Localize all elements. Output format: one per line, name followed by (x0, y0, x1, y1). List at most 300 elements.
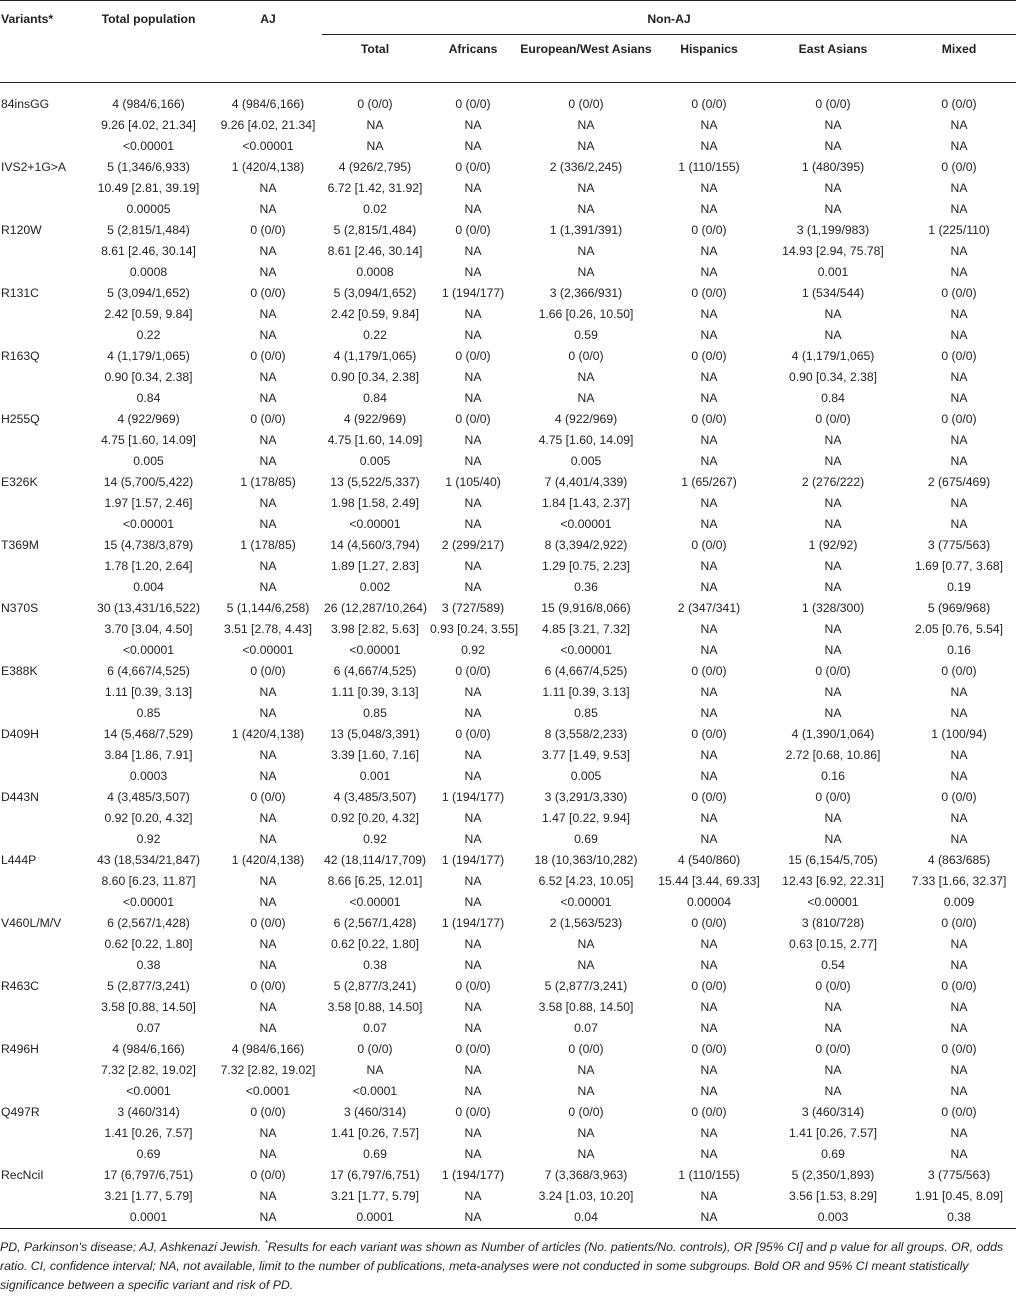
table-row (0, 703, 1016, 724)
p-value-cell: NA (700, 1210, 718, 1224)
p-value-cell: NA (464, 832, 482, 846)
count-cell: 5 (2,877/3,241) (333, 979, 417, 993)
or-ci-cell: NA (259, 244, 277, 258)
p-value-cell: 0.003 (817, 1210, 849, 1224)
p-value-cell: 0.19 (947, 580, 971, 594)
count-cell: 1 (420/4,138) (231, 727, 305, 741)
count-cell: 15 (6,154/5,705) (788, 853, 878, 867)
empty-cell (0, 766, 83, 787)
p-value-cell: NA (259, 202, 277, 216)
count-cell: 0 (0/0) (250, 1168, 286, 1182)
table-row (0, 661, 1016, 682)
empty-cell (0, 325, 83, 346)
or-ci-cell: NA (259, 1189, 277, 1203)
count-cell: 3 (775/563) (927, 1168, 991, 1182)
p-value-cell: 0.59 (574, 328, 598, 342)
count-cell: 0 (0/0) (941, 916, 977, 930)
count-cell: 4 (984/6,166) (231, 97, 305, 111)
col-header-east-asians: East Asians (798, 42, 868, 56)
table-row (0, 808, 1016, 829)
empty-cell (0, 1207, 83, 1229)
table-row (0, 934, 1016, 955)
or-ci-cell: NA (366, 118, 384, 132)
count-cell: 6 (4,667/4,525) (107, 664, 190, 678)
p-value-cell: NA (700, 769, 718, 783)
p-value-cell: 0.38 (363, 958, 387, 972)
count-cell: 0 (0/0) (691, 97, 727, 111)
or-ci-cell: NA (700, 1063, 718, 1077)
or-ci-cell: NA (824, 1000, 842, 1014)
count-cell: 1 (420/4,138) (231, 160, 305, 174)
p-value-cell: NA (259, 517, 277, 531)
p-value-cell: <0.0001 (126, 1084, 171, 1098)
table-row (0, 745, 1016, 766)
count-cell: 0 (0/0) (815, 412, 851, 426)
p-value-cell: 0.38 (136, 958, 161, 972)
count-cell: 0 (0/0) (568, 1105, 604, 1119)
count-cell: 0 (0/0) (568, 97, 604, 111)
or-ci-cell: NA (700, 496, 718, 510)
count-cell: 0 (0/0) (455, 1105, 491, 1119)
p-value-cell: NA (259, 1021, 277, 1035)
or-ci-cell: NA (950, 685, 968, 699)
or-ci-cell: 2.42 [0.59, 9.84] (104, 307, 193, 321)
table-row (0, 1039, 1016, 1060)
count-cell: 18 (10,363/10,282) (534, 853, 638, 867)
empty-cell (0, 136, 83, 157)
or-ci-cell: NA (464, 748, 482, 762)
p-value-cell: <0.00001 (349, 517, 401, 531)
count-cell: 4 (922/969) (117, 412, 180, 426)
table-row (0, 682, 1016, 703)
variant-name: RecNciI (1, 1168, 44, 1182)
empty-cell (0, 262, 83, 283)
or-ci-cell: 4.75 [1.60, 14.09] (538, 433, 634, 447)
or-ci-cell: 8.61 [2.46, 30.14] (101, 244, 196, 258)
or-ci-cell: NA (824, 1063, 842, 1077)
table-row (0, 1018, 1016, 1039)
or-ci-cell: 0.92 [0.20, 4.32] (330, 811, 420, 825)
count-cell: 4 (863/685) (927, 853, 991, 867)
p-value-cell: NA (464, 1210, 482, 1224)
or-ci-cell: NA (700, 181, 718, 195)
count-cell: 1 (194/177) (441, 790, 505, 804)
or-ci-cell: 7.33 [1.66, 32.37] (911, 874, 1007, 888)
table-row (0, 1186, 1016, 1207)
or-ci-cell: NA (950, 118, 968, 132)
empty-cell (0, 388, 83, 409)
p-value-cell: 0.0003 (129, 769, 168, 783)
p-value-cell: <0.00001 (122, 895, 175, 909)
count-cell: 3 (810/728) (801, 916, 865, 930)
count-cell: 0 (0/0) (941, 160, 977, 174)
or-ci-cell: 3.84 [1.86, 7.91] (104, 748, 193, 762)
table-row (0, 1060, 1016, 1081)
or-ci-cell: NA (464, 559, 482, 573)
or-ci-cell: NA (464, 181, 482, 195)
count-cell: 1 (480/395) (801, 160, 865, 174)
empty-cell (0, 1060, 83, 1081)
p-value-cell: 0.22 (136, 328, 161, 342)
or-ci-cell: NA (950, 496, 968, 510)
count-cell: 42 (18,114/17,709) (324, 853, 427, 867)
count-cell: 17 (6,797/6,751) (103, 1168, 194, 1182)
count-cell: 17 (6,797/6,751) (330, 1168, 420, 1182)
or-ci-cell: 8.61 [2.46, 30.14] (327, 244, 423, 258)
count-cell: 3 (775/563) (927, 538, 991, 552)
count-cell: 0 (0/0) (691, 979, 727, 993)
p-value-cell: <0.00001 (122, 643, 175, 657)
or-ci-cell: 1.11 [0.39, 3.13] (104, 685, 193, 699)
p-value-cell: NA (824, 1021, 842, 1035)
empty-cell (0, 556, 83, 577)
p-value-cell: NA (577, 958, 595, 972)
p-value-cell: NA (824, 454, 842, 468)
count-cell: 0 (0/0) (250, 286, 286, 300)
p-value-cell: 0.02 (363, 202, 387, 216)
variant-name: D443N (1, 790, 39, 804)
p-value-cell: <0.00001 (560, 895, 612, 909)
or-ci-cell: NA (950, 181, 968, 195)
p-value-cell: 0.92 (363, 832, 387, 846)
or-ci-cell: NA (700, 307, 718, 321)
p-value-cell: NA (259, 454, 277, 468)
empty-cell (0, 1186, 83, 1207)
or-ci-cell: NA (259, 559, 277, 573)
count-cell: 0 (0/0) (941, 979, 977, 993)
p-value-cell: NA (259, 769, 277, 783)
or-ci-cell: NA (700, 622, 718, 636)
or-ci-cell: NA (259, 811, 277, 825)
or-ci-cell: NA (824, 622, 842, 636)
p-value-cell: 0.36 (574, 580, 598, 594)
count-cell: 0 (0/0) (691, 916, 727, 930)
or-ci-cell: NA (700, 433, 718, 447)
or-ci-cell: 0.92 [0.20, 4.32] (104, 811, 193, 825)
count-cell: 1 (194/177) (441, 916, 505, 930)
count-cell: 4 (922/969) (554, 412, 618, 426)
count-cell: 1 (534/544) (801, 286, 865, 300)
p-value-cell: NA (950, 265, 968, 279)
count-cell: 4 (1,179/1,065) (333, 349, 417, 363)
or-ci-cell: 0.93 [0.24, 3.55] (430, 622, 518, 636)
or-ci-cell: NA (824, 181, 842, 195)
p-value-cell: NA (950, 958, 968, 972)
or-ci-cell: 8.66 [6.25, 12.01] (327, 874, 423, 888)
variant-name: R163Q (1, 349, 40, 363)
p-value-cell: NA (464, 1147, 482, 1161)
or-ci-cell: 1.97 [1.57, 2.46] (104, 496, 193, 510)
p-value-cell: 0.07 (363, 1021, 387, 1035)
or-ci-cell: 1.98 [1.58, 2.49] (330, 496, 420, 510)
or-ci-cell: NA (700, 748, 718, 762)
table-row (0, 766, 1016, 787)
count-cell: 7 (4,401/4,339) (544, 475, 628, 489)
count-cell: 4 (1,179/1,065) (107, 349, 190, 363)
col-header-nonaj-total: Total (360, 42, 390, 56)
variant-name: H255Q (1, 412, 40, 426)
table-row (0, 451, 1016, 472)
p-value-cell: NA (700, 643, 718, 657)
or-ci-cell: NA (700, 937, 718, 951)
p-value-cell: NA (824, 706, 842, 720)
or-ci-cell: 0.90 [0.34, 2.38] (330, 370, 420, 384)
count-cell: 43 (18,534/21,847) (97, 853, 200, 867)
count-cell: 4 (540/860) (677, 853, 741, 867)
table-row (0, 1207, 1016, 1229)
count-cell: 1 (1,391/391) (549, 223, 623, 237)
count-cell: 3 (727/589) (441, 601, 505, 615)
count-cell: 0 (0/0) (815, 790, 851, 804)
p-value-cell: 0.005 (133, 454, 164, 468)
count-cell: 1 (194/177) (441, 286, 505, 300)
variant-name: R496H (1, 1042, 39, 1056)
or-ci-cell: 3.58 [0.88, 14.50] (101, 1000, 196, 1014)
count-cell: 6 (4,667/4,525) (333, 664, 417, 678)
count-cell: 3 (460/314) (801, 1105, 865, 1119)
or-ci-cell: 3.21 [1.77, 5.79] (104, 1189, 193, 1203)
p-value-cell: NA (259, 958, 277, 972)
or-ci-cell: NA (259, 496, 277, 510)
table-row (0, 619, 1016, 640)
count-cell: 2 (347/341) (677, 601, 741, 615)
p-value-cell: <0.00001 (560, 517, 612, 531)
count-cell: 5 (3,094/1,652) (333, 286, 417, 300)
or-ci-cell: 1.78 [1.20, 2.64] (104, 559, 193, 573)
p-value-cell: 0.00005 (126, 202, 171, 216)
variant-name: R120W (1, 223, 42, 237)
empty-cell (0, 1144, 83, 1165)
or-ci-cell: 3.58 [0.88, 14.50] (327, 1000, 423, 1014)
p-value-cell: NA (700, 832, 718, 846)
p-value-cell: NA (464, 1084, 482, 1098)
p-value-cell: 0.005 (570, 454, 602, 468)
p-value-cell: NA (577, 139, 595, 153)
col-header-variants: Variants* (1, 12, 54, 26)
p-value-cell: NA (950, 1021, 968, 1035)
count-cell: 1 (65/267) (681, 475, 737, 489)
count-cell: 4 (984/6,166) (231, 1042, 305, 1056)
or-ci-cell: NA (464, 370, 482, 384)
p-value-cell: <0.00001 (242, 643, 294, 657)
empty-cell (0, 640, 83, 661)
table-row (0, 346, 1016, 367)
or-ci-cell: NA (464, 1126, 482, 1140)
table-row (0, 178, 1016, 199)
col-header-aj: AJ (260, 12, 276, 26)
or-ci-cell: NA (824, 685, 842, 699)
or-ci-cell: NA (824, 559, 842, 573)
empty-cell (0, 451, 83, 472)
or-ci-cell: 0.62 [0.22, 1.80] (104, 937, 193, 951)
count-cell: 4 (1,390/1,064) (791, 727, 875, 741)
p-value-cell: NA (824, 202, 842, 216)
or-ci-cell: 10.49 [2.81, 39.19] (97, 181, 200, 195)
p-value-cell: NA (464, 139, 482, 153)
or-ci-cell: 9.26 [4.02, 21.34] (220, 118, 316, 132)
count-cell: 1 (178/85) (240, 538, 296, 552)
variant-name: E388K (1, 664, 38, 678)
empty-cell (0, 493, 83, 514)
p-value-cell: NA (950, 454, 968, 468)
or-ci-cell: NA (700, 370, 718, 384)
or-ci-cell: 0.62 [0.22, 1.80] (330, 937, 420, 951)
p-value-cell: 0.0001 (129, 1210, 168, 1224)
empty-cell (0, 577, 83, 598)
p-value-cell: NA (700, 139, 718, 153)
count-cell: 1 (110/155) (678, 160, 740, 174)
or-ci-cell: 0.90 [0.34, 2.38] (104, 370, 193, 384)
empty-cell (0, 808, 83, 829)
or-ci-cell: 6.72 [1.42, 31.92] (327, 181, 423, 195)
or-ci-cell: NA (950, 811, 968, 825)
or-ci-cell: NA (464, 1063, 482, 1077)
p-value-cell: NA (464, 769, 482, 783)
empty-cell (0, 367, 83, 388)
p-value-cell: 0.001 (817, 265, 849, 279)
empty-cell (0, 997, 83, 1018)
or-ci-cell: NA (464, 307, 482, 321)
variant-name: D409H (1, 727, 39, 741)
p-value-cell: NA (464, 265, 482, 279)
p-value-cell: 0.69 (821, 1147, 845, 1161)
table-row (0, 829, 1016, 850)
p-value-cell: <0.00001 (349, 643, 401, 657)
count-cell: 1 (194/177) (441, 1168, 505, 1182)
count-cell: 0 (0/0) (250, 664, 286, 678)
count-cell: 0 (0/0) (941, 412, 977, 426)
col-header-hispanics: Hispanics (680, 42, 738, 56)
or-ci-cell: 3.77 [1.49, 9.53] (541, 748, 631, 762)
p-value-cell: <0.00001 (807, 895, 859, 909)
or-ci-cell: NA (577, 118, 595, 132)
p-value-cell: 0.001 (359, 769, 391, 783)
or-ci-cell: NA (950, 433, 968, 447)
or-ci-cell: NA (464, 1000, 482, 1014)
p-value-cell: 0.005 (570, 769, 602, 783)
count-cell: 4 (926/2,795) (338, 160, 412, 174)
variant-name: E326K (1, 475, 38, 489)
or-ci-cell: 1.29 [0.75, 2.23] (541, 559, 631, 573)
count-cell: 2 (1,563/523) (549, 916, 623, 930)
count-cell: 26 (12,287/10,264) (324, 601, 427, 615)
or-ci-cell: 1.11 [0.39, 3.13] (331, 685, 419, 699)
count-cell: 0 (0/0) (815, 97, 851, 111)
p-value-cell: NA (464, 328, 482, 342)
or-ci-cell: NA (259, 181, 277, 195)
count-cell: 4 (1,179/1,065) (791, 349, 875, 363)
count-cell: 0 (0/0) (568, 349, 604, 363)
count-cell: 0 (0/0) (250, 916, 286, 930)
count-cell: 3 (1,199/983) (796, 223, 870, 237)
or-ci-cell: NA (700, 1189, 718, 1203)
count-cell: 6 (4,667/4,525) (544, 664, 628, 678)
or-ci-cell: NA (950, 1000, 968, 1014)
table-row (0, 136, 1016, 157)
or-ci-cell: 0.63 [0.15, 2.77] (788, 937, 878, 951)
table-row (0, 577, 1016, 598)
or-ci-cell: 7.32 [2.82, 19.02] (220, 1063, 316, 1077)
count-cell: 4 (984/6,166) (112, 1042, 185, 1056)
count-cell: 0 (0/0) (455, 1042, 491, 1056)
empty-cell (0, 199, 83, 220)
table-row (0, 556, 1016, 577)
p-value-cell: NA (259, 391, 277, 405)
or-ci-cell: NA (259, 433, 277, 447)
p-value-cell: NA (950, 328, 968, 342)
or-ci-cell: NA (259, 307, 277, 321)
table-footnote (0, 1234, 1012, 1295)
or-ci-cell: 3.51 [2.78, 4.43] (223, 622, 313, 636)
table-row (0, 409, 1016, 430)
empty-cell (0, 745, 83, 766)
or-ci-cell: NA (464, 118, 482, 132)
empty-cell (0, 682, 83, 703)
or-ci-cell: NA (577, 1063, 595, 1077)
empty-cell (0, 1081, 83, 1102)
p-value-cell: NA (464, 391, 482, 405)
or-ci-cell: NA (577, 370, 595, 384)
or-ci-cell: 2.42 [0.59, 9.84] (330, 307, 420, 321)
p-value-cell: NA (577, 202, 595, 216)
count-cell: 5 (2,350/1,893) (791, 1168, 875, 1182)
count-cell: 15 (4,738/3,879) (103, 538, 194, 552)
or-ci-cell: NA (259, 370, 277, 384)
count-cell: 2 (276/222) (801, 475, 865, 489)
or-ci-cell: NA (259, 874, 277, 888)
empty-cell (0, 241, 83, 262)
or-ci-cell: 1.84 [1.43, 2.37] (541, 496, 631, 510)
empty-cell (0, 703, 83, 724)
count-cell: 3 (3,291/3,330) (544, 790, 628, 804)
empty-cell (0, 955, 83, 976)
p-value-cell: NA (577, 391, 595, 405)
empty-cell (0, 619, 83, 640)
or-ci-cell: NA (950, 244, 968, 258)
count-cell: 0 (0/0) (455, 412, 491, 426)
p-value-cell: NA (950, 1147, 968, 1161)
or-ci-cell: NA (577, 181, 595, 195)
p-value-cell: NA (464, 202, 482, 216)
footnote-part-2: Results for each variant was shown as Number of articles (No. patients/No. controls), OR [95% CI] and p value for all groups. OR, odds ratio. CI, confidence interval; NA, not available, limit to the number of publications, meta-analyses were not conducted in some subgroups. Bold OR and 95% CI meant statistically significance between a specific variant and risk of PD. (0, 1240, 1004, 1292)
p-value-cell: 0.84 (136, 391, 161, 405)
or-ci-cell: 8.60 [6.23, 11.87] (101, 874, 196, 888)
table-row (0, 94, 1016, 115)
count-cell: 14 (5,468/7,529) (103, 727, 194, 741)
count-cell: 0 (0/0) (357, 1042, 393, 1056)
p-value-cell: 0.04 (574, 1210, 598, 1224)
table-row (0, 892, 1016, 913)
or-ci-cell: NA (577, 937, 595, 951)
table-row (0, 535, 1016, 556)
p-value-cell: NA (950, 391, 968, 405)
or-ci-cell: NA (950, 748, 968, 762)
count-cell: 0 (0/0) (250, 412, 286, 426)
p-value-cell: 0.002 (359, 580, 391, 594)
or-ci-cell: NA (824, 307, 842, 321)
p-value-cell: 0.00004 (686, 895, 732, 909)
count-cell: 0 (0/0) (455, 97, 491, 111)
or-ci-cell: NA (950, 307, 968, 321)
or-ci-cell: 3.70 [3.04, 4.50] (104, 622, 193, 636)
p-value-cell: NA (700, 706, 718, 720)
count-cell: 0 (0/0) (455, 979, 491, 993)
count-cell: 0 (0/0) (250, 790, 286, 804)
count-cell: 0 (0/0) (250, 1105, 286, 1119)
count-cell: 0 (0/0) (815, 1042, 851, 1056)
spacer-row (0, 83, 1016, 95)
or-ci-cell: NA (366, 1063, 384, 1077)
